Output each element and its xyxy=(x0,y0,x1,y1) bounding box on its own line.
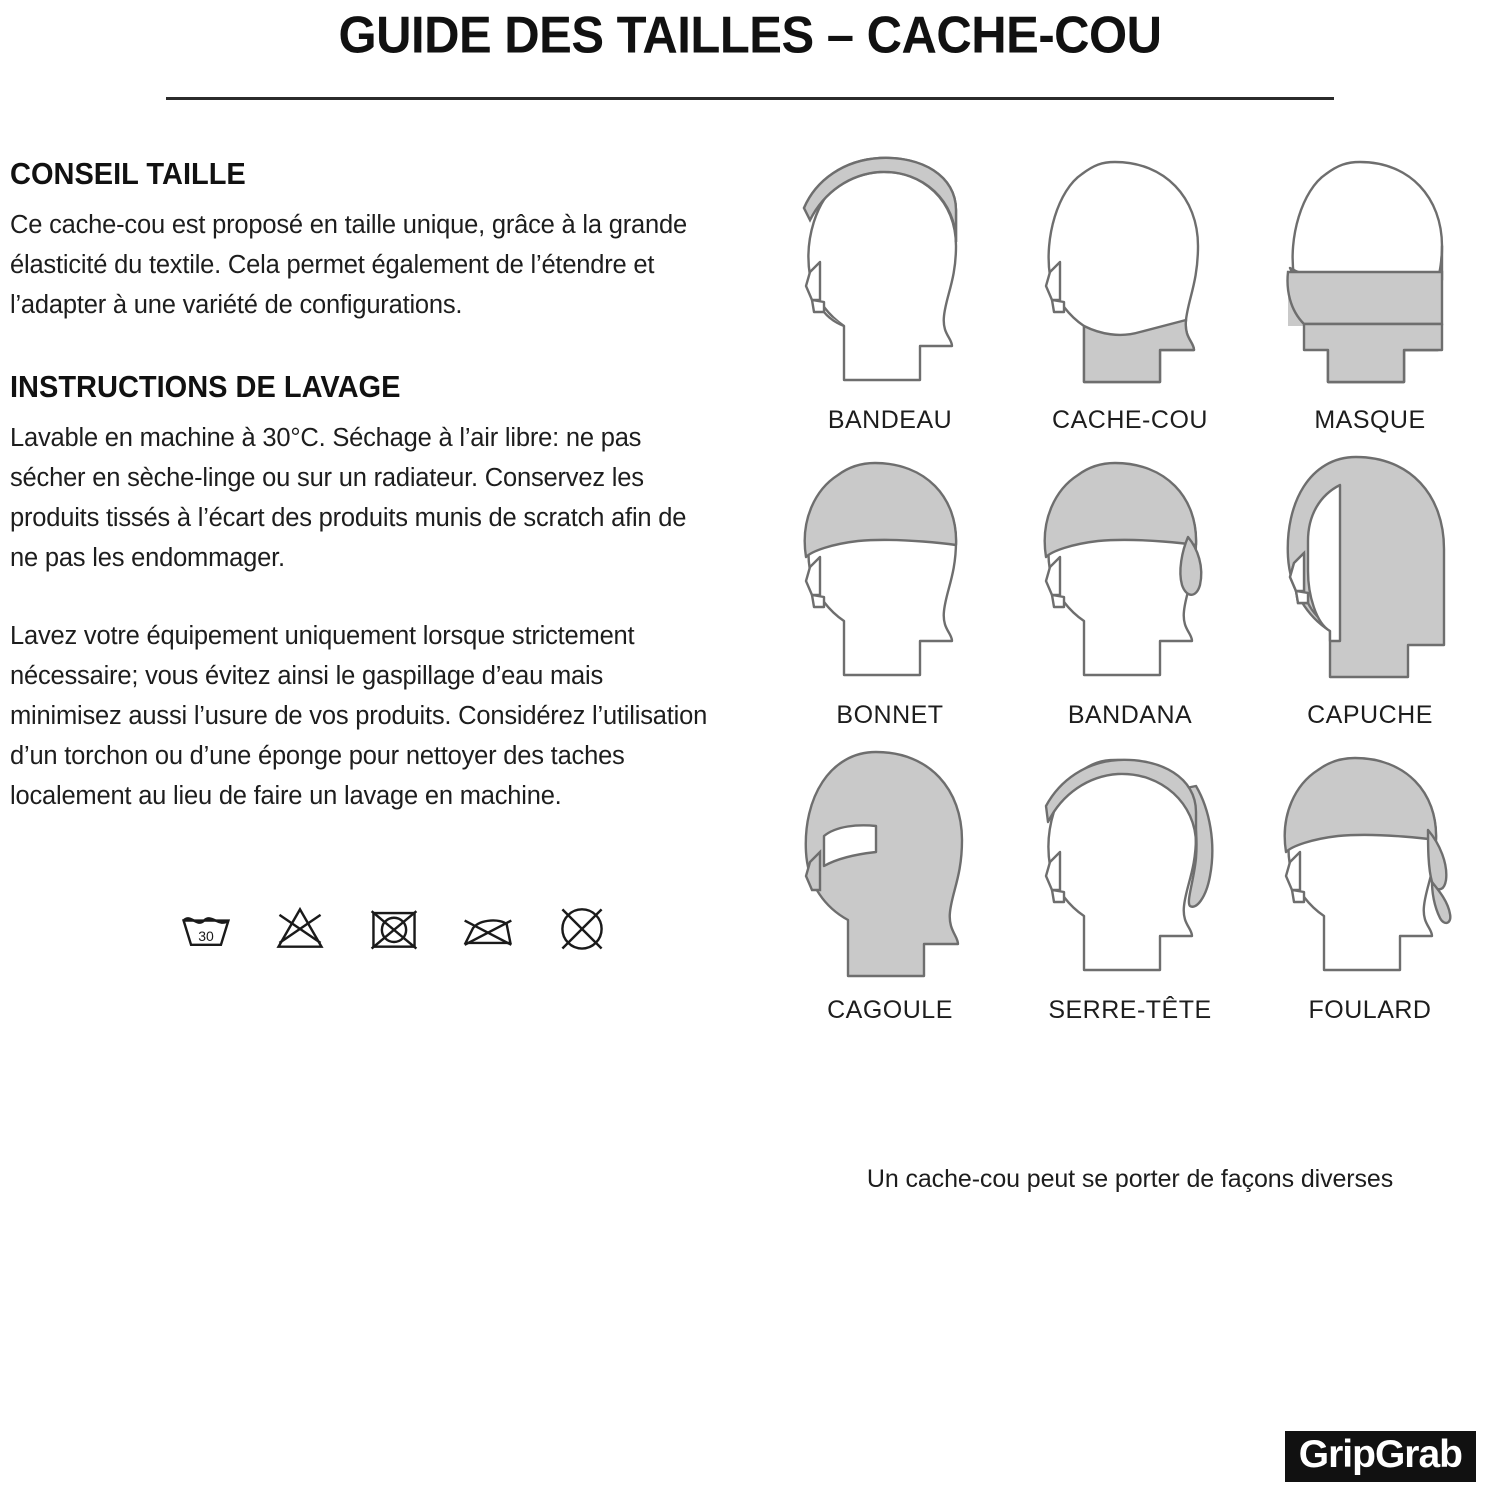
style-cell-cache-cou xyxy=(1010,150,1250,435)
wearing-styles-grid xyxy=(770,150,1490,1025)
neckwarmer-style-icon xyxy=(1020,150,1240,400)
style-label: BANDEAU xyxy=(827,406,953,434)
style-label: FOULARD xyxy=(1308,996,1432,1024)
style-cell-foulard xyxy=(1250,740,1490,1025)
style-label: SERRE-TÊTE xyxy=(1048,996,1212,1024)
style-label: BANDANA xyxy=(1067,701,1193,729)
style-cell-bandana xyxy=(1010,445,1250,730)
left-column xyxy=(10,158,716,816)
brand-logo: GripGrab xyxy=(1285,1431,1476,1482)
beanie-style-icon xyxy=(780,445,1000,695)
do-not-iron-icon xyxy=(460,900,516,956)
washing-paragraph-1: Lavable en machine à 30°C. Séchage à l’air libre: ne pas sécher en sèche-linge ou sur un radiateur. Conservez les produits tissés à l’écart des produits munis de scratch afin de ne pas les endommager. xyxy=(10,424,687,572)
wash-temperature-label: 30 xyxy=(198,928,214,945)
facemask-style-icon xyxy=(1260,150,1480,400)
size-advice-heading: CONSEIL TAILLE xyxy=(10,158,246,192)
style-label: BONNET xyxy=(836,701,944,729)
hairband-style-icon xyxy=(1020,740,1240,990)
style-cell-cagoule xyxy=(770,740,1010,1025)
headband-style-icon xyxy=(780,150,1000,400)
style-cell-bandeau xyxy=(770,150,1010,435)
wash-30-icon xyxy=(178,900,234,956)
balaclava-style-icon xyxy=(780,740,1000,990)
size-advice-text: Ce cache-cou est proposé en taille unique, grâce à la grande élasticité du textile. Cela permet également de l’étendre et l’adapter à une variété de configurations. xyxy=(10,211,687,319)
washing-heading: INSTRUCTIONS DE LAVAGE xyxy=(10,371,401,405)
style-cell-capuche xyxy=(1250,445,1490,730)
style-cell-masque xyxy=(1250,150,1490,435)
page-title: GUIDE DES TAILLES – CACHE-COU xyxy=(338,7,1162,65)
style-label: MASQUE xyxy=(1314,406,1426,434)
bandana-style-icon xyxy=(1020,445,1240,695)
style-label: CAPUCHE xyxy=(1307,701,1433,729)
style-label: CACHE-COU xyxy=(1052,406,1208,434)
washing-paragraph-2: Lavez votre équipement uniquement lorsque strictement nécessaire; vous évitez ainsi le gaspillage d’eau mais minimisez aussi l’usure de vos produits. Considérez l’utilisation d’un torchon ou d’une éponge pour nettoyer des taches localement au lieu de faire un lavage en machine. xyxy=(10,622,708,810)
do-not-bleach-icon xyxy=(272,900,328,956)
scarf-style-icon xyxy=(1260,740,1480,990)
title-divider xyxy=(166,97,1334,100)
care-symbols-row xyxy=(178,900,610,956)
do-not-tumble-dry-icon xyxy=(366,900,422,956)
style-cell-bonnet xyxy=(770,445,1010,730)
do-not-dry-clean-icon xyxy=(554,900,610,956)
grid-caption: Un cache-cou peut se porter de façons diverses xyxy=(866,1165,1394,1193)
style-cell-serre-tete xyxy=(1010,740,1250,1025)
style-label: CAGOULE xyxy=(827,996,953,1024)
hood-style-icon xyxy=(1260,445,1480,695)
